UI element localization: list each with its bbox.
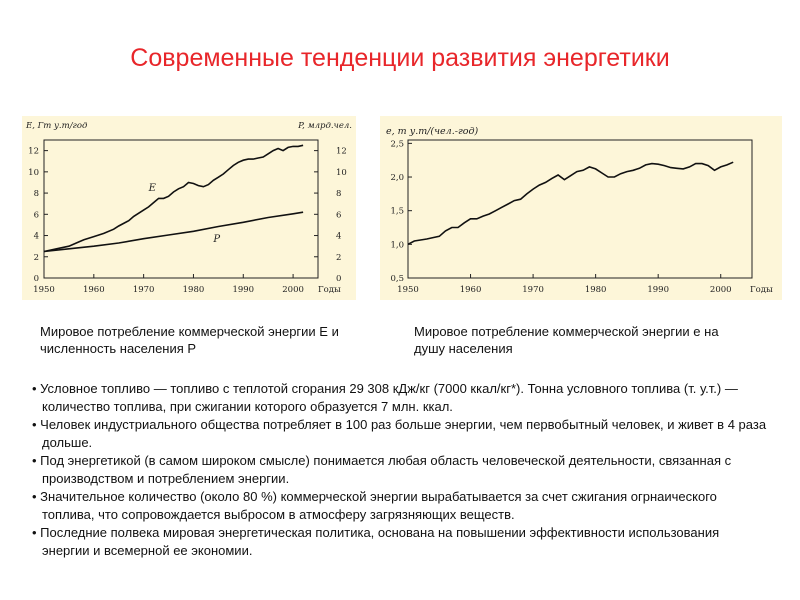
y-tick-label-left: 4 bbox=[33, 231, 39, 242]
x-tick-label: 1980 bbox=[584, 285, 607, 295]
caption-right: Мировое потребление коммерческой энергии e на душу населения bbox=[414, 324, 719, 356]
bullet-item: • Под энергетикой (в самом широком смысле) понимается любая область человеческой деятельности, связанная с производством и потреблением энергии. bbox=[32, 453, 732, 486]
y-tick-label: 2,0 bbox=[390, 173, 404, 184]
y-tick-label: 2,5 bbox=[390, 139, 404, 150]
x-tick-label: 1970 bbox=[522, 285, 544, 295]
x-axis-label: Годы bbox=[750, 285, 773, 295]
x-tick-label: 1970 bbox=[132, 285, 155, 295]
series-label-P: P bbox=[213, 233, 221, 245]
chart-energy-population bbox=[22, 116, 356, 300]
x-tick-label: 2000 bbox=[709, 285, 732, 295]
y-tick-label-right: 8 bbox=[336, 189, 342, 200]
y-tick-label: 0,5 bbox=[390, 274, 404, 284]
series-line-P bbox=[44, 212, 303, 251]
y-axis-label-left: E, Гт у.т/год bbox=[26, 121, 88, 131]
x-axis-label: Годы bbox=[318, 285, 341, 295]
x-tick-label: 1980 bbox=[182, 285, 205, 295]
y-tick-label: 1,0 bbox=[390, 240, 404, 251]
bullet-item: • Условное топливо — топливо с теплотой сгорания 29 308 кДж/кг (7000 ккал/кг*). Тонна условного топлива (т. у.т.) — количество топлива, при сжигании которого образуется 7 млн. ккал. bbox=[32, 381, 738, 414]
y-tick-label-left: 8 bbox=[33, 189, 39, 200]
series-label-E: E bbox=[148, 182, 156, 194]
x-tick-label: 1950 bbox=[397, 285, 419, 295]
y-tick-label-left: 10 bbox=[28, 167, 39, 178]
bullet-text: Условное топливо — топливо с теплотой сгорания 29 308 кДж/кг (7000 ккал/кг*). Тонна условного топлива (т. у.т.) — количество топлива, при сжигании которого образуется 7 млн. ккал. bbox=[40, 381, 738, 414]
y-tick-label: 1,5 bbox=[390, 206, 404, 217]
y-tick-label-right: 0 bbox=[336, 274, 342, 284]
y-tick-label-right: 6 bbox=[336, 210, 342, 221]
chart-energy-per-capita-svg bbox=[380, 116, 782, 300]
y-tick-label-left: 0 bbox=[33, 274, 39, 284]
bullet-item: • Последние полвека мировая энергетическая политика, основана на повышении эффективности использования энергии и всемерной ее экономии. bbox=[32, 525, 720, 558]
y-tick-label-right: 4 bbox=[336, 231, 342, 242]
bullet-text: Человек индустриального общества потребляет в 100 раз больше энергии, чем первобытный человек, и живет в 4 раза дольше. bbox=[40, 417, 767, 450]
plot-frame bbox=[408, 140, 752, 278]
y-axis-label: e, т у.т/(чел.-год) bbox=[386, 126, 479, 137]
bullet-item: • Человек индустриального общества потребляет в 100 раз больше энергии, чем первобытный человек, и живет в 4 раза дольше. bbox=[32, 417, 767, 450]
plot-frame bbox=[44, 140, 318, 278]
x-tick-label: 1950 bbox=[33, 285, 55, 295]
bullet-list bbox=[30, 380, 770, 560]
caption-left: Мировое потребление коммерческой энергии E и численность населения P bbox=[40, 324, 339, 356]
bullet-text: Значительное количество (около 80 %) коммерческой энергии вырабатывается за счет сжигания огрнаического топлива, что сопровождается выбросом в атмосферу загрязняющих веществ. bbox=[40, 489, 717, 522]
x-tick-label: 1960 bbox=[82, 285, 105, 295]
y-tick-label-right: 12 bbox=[336, 146, 347, 157]
y-axis-label-right: P, млрд.чел. bbox=[298, 121, 352, 131]
y-tick-label-right: 10 bbox=[336, 167, 347, 178]
y-tick-label-left: 6 bbox=[33, 210, 39, 221]
bullet-item: • Значительное количество (около 80 %) коммерческой энергии вырабатывается за счет сжигания огрнаического топлива, что сопровождается выбросом в атмосферу загрязняющих веществ. bbox=[32, 489, 717, 522]
x-tick-label: 2000 bbox=[282, 285, 304, 295]
y-tick-label-left: 2 bbox=[33, 252, 39, 263]
bullet-text: Последние полвека мировая энергетическая политика, основана на повышении эффективности использования энергии и всемерной ее экономии. bbox=[40, 525, 720, 558]
x-tick-label: 1960 bbox=[459, 285, 482, 295]
chart-energy-population-svg bbox=[22, 116, 356, 300]
series-line-E bbox=[44, 145, 303, 251]
page-title: Современные тенденции развития энергетики bbox=[130, 44, 670, 72]
y-tick-label-left: 12 bbox=[28, 146, 39, 157]
x-tick-label: 1990 bbox=[647, 285, 670, 295]
x-tick-label: 1990 bbox=[232, 285, 255, 295]
chart-energy-per-capita bbox=[380, 116, 782, 300]
series-line-e bbox=[408, 162, 733, 244]
bullet-text: Под энергетикой (в самом широком смысле) понимается любая область человеческой деятельности, связанная с производством и потреблением энергии. bbox=[40, 453, 732, 486]
y-tick-label-right: 2 bbox=[336, 252, 342, 263]
